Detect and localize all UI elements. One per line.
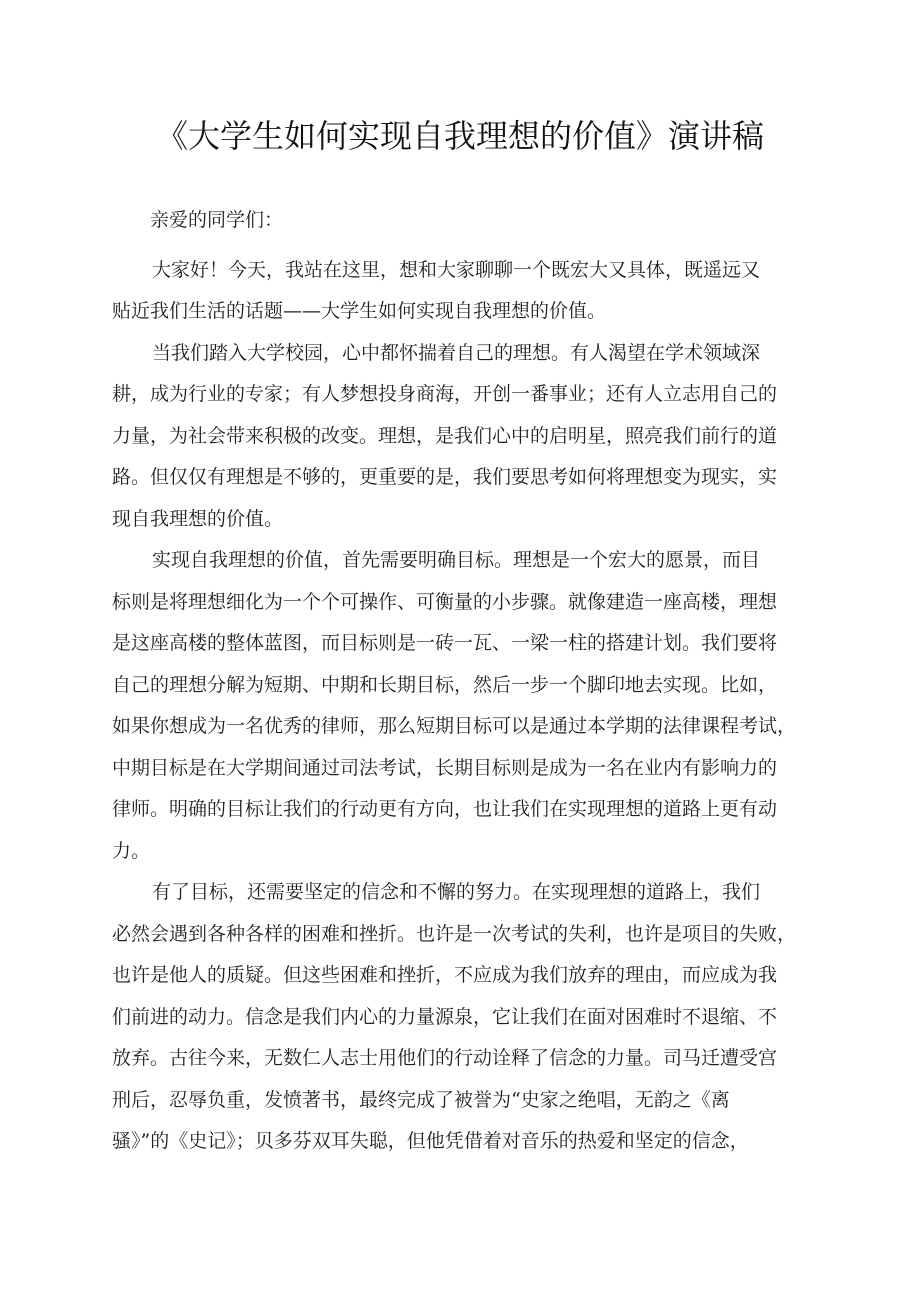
paragraph-line: 刑后，忍辱负重，发愤著书，最终完成了被誉为“史家之绝唱，无韵之《离 [112,1088,730,1111]
paragraph-line: 律师。明确的目标让我们的行动更有方向，也让我们在实现理想的道路上更有动 [112,798,778,820]
paragraph-3 [112,540,812,872]
paragraph-line: 也许是他人的质疑。但这些困难和挫折，不应成为我们放弃的理由，而应成为我 [112,964,778,986]
paragraph-line: 自己的理想分解为短期、中期和长期目标，然后一步一个脚印地去实现。比如， [112,673,778,696]
document-body [112,200,812,1163]
paragraph-line: 标则是将理想细化为一个个可操作、可衡量的小步骤。就像建造一座高楼，理想 [112,590,778,613]
greeting-line: 亲爱的同学们： [150,209,284,231]
paragraph-line: 大家好！今天，我站在这里，想和大家聊聊一个既宏大又具体，既遥远又 [152,258,761,281]
paragraph-line: 当我们踏入大学校园，心中都怀揣着自己的理想。有人渴望在学术领域深 [152,341,761,364]
document-title: 《大学生如何实现自我理想的价值》演讲稿 [155,117,764,155]
paragraph-line: 放弃。古往今来，无数仁人志士用他们的行动诠释了信念的力量。司马迁遭受宫 [112,1047,778,1069]
paragraph-line: 耕，成为行业的专家；有人梦想投身商海，开创一番事业；还有人立志用自己的 [112,383,778,405]
paragraph-line: 们前进的动力。信念是我们内心的力量源泉，它让我们在面对困难时不退缩、不 [112,1005,778,1028]
paragraph-line: 有了目标，还需要坚定的信念和不懈的努力。在实现理想的道路上，我们 [152,881,761,903]
paragraph-2 [112,333,812,541]
paragraph-line: 贴近我们生活的话题——大学生如何实现自我理想的价值。 [112,300,607,322]
paragraph-line: 如果你想成为一名优秀的律师，那么短期目标可以是通过本学期的法律课程考试， [112,715,797,737]
paragraph-line: 路。但仅仅有理想是不够的，更重要的是，我们要思考如何将理想变为现实，实 [112,466,778,488]
paragraph-line: 力。 [112,839,151,862]
paragraph-line: 骚》”的《史记》；贝多芬双耳失聪，但他凭借着对音乐的热爱和坚定的信念， [112,1130,749,1152]
paragraph-line: 必然会遇到各种各样的困难和挫折。也许是一次考试的失利，也许是项目的失败， [112,922,797,945]
paragraph-line: 中期目标是在大学期间通过司法考试，长期目标则是成为一名在业内有影响力的 [112,756,778,779]
paragraph-4 [112,872,812,1163]
paragraph-line: 是这座高楼的整体蓝图，而目标则是一砖一瓦、一梁一柱的搭建计划。我们要将 [112,632,778,654]
paragraph-line: 实现自我理想的价值，首先需要明确目标。理想是一个宏大的愿景，而目 [152,549,761,571]
paragraph-1 [112,250,812,333]
paragraph-line: 力量，为社会带来积极的改变。理想，是我们心中的启明星，照亮我们前行的道 [112,424,778,447]
paragraph-line: 现自我理想的价值。 [112,507,284,530]
